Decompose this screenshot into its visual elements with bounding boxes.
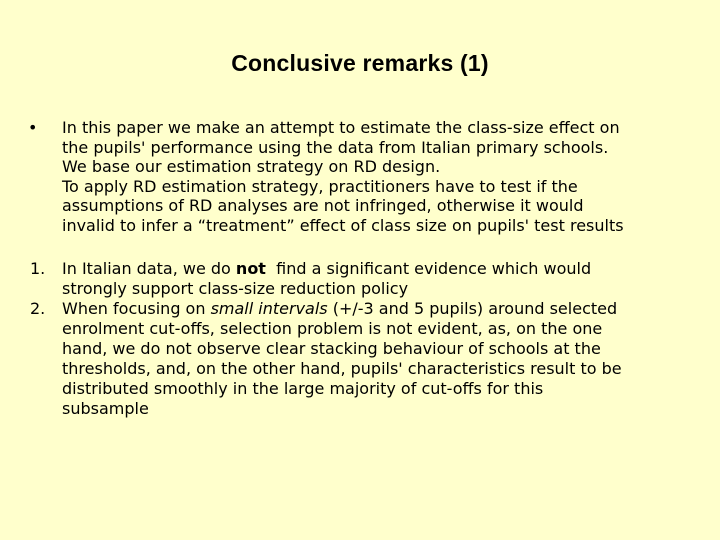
emphasis-bold: not <box>235 259 266 278</box>
numbered-line <box>62 259 591 279</box>
bullet-line: invalid to infer a “treatment” effect of class size on pupils' test results <box>62 215 624 235</box>
numbered-item-1 <box>30 259 690 299</box>
numbered-item-2 <box>30 299 690 419</box>
emphasis-italic: small intervals <box>210 299 328 318</box>
bullet-line: assumptions of RD analyses are not infringed, otherwise it would <box>62 196 584 215</box>
bullet-line: To apply RD estimation strategy, practitioners have to test if the <box>62 176 578 196</box>
numbered-line: subsample <box>62 399 149 418</box>
numbered-line: enrolment cut-offs, selection problem is not evident, as, on the one <box>62 319 603 338</box>
numbered-list <box>30 259 690 419</box>
numbered-item-text <box>62 259 591 299</box>
text-segment: When focusing on <box>62 299 211 318</box>
numbered-marker: 2. <box>30 299 46 318</box>
numbered-marker: 1. <box>30 259 46 278</box>
text-segment: (+/-3 and 5 pupils) around selected <box>327 299 618 318</box>
text-segment: find a significant evidence which would <box>265 259 592 278</box>
bullet-text <box>62 118 688 235</box>
numbered-line: distributed smoothly in the large majority of cut-offs for this <box>62 379 544 398</box>
bullet-paragraph <box>28 118 688 235</box>
bullet-line: In this paper we make an attempt to estimate the class-size effect on <box>62 118 620 137</box>
bullet-marker-icon: • <box>28 118 38 137</box>
text-segment: In Italian data, we do <box>62 259 236 278</box>
numbered-line <box>62 299 622 319</box>
bullet-line: We base our estimation strategy on RD design. <box>62 157 441 176</box>
bullet-line: the pupils' performance using the data from Italian primary schools. <box>62 137 609 157</box>
bullet-row <box>28 118 688 235</box>
slide-title: Conclusive remarks (1) <box>231 50 489 76</box>
numbered-line: thresholds, and, on the other hand, pupils' characteristics result to be <box>62 359 622 378</box>
numbered-item-text <box>62 299 622 419</box>
numbered-line: strongly support class-size reduction policy <box>62 279 409 298</box>
numbered-line: hand, we do not observe clear stacking behaviour of schools at the <box>62 339 601 358</box>
